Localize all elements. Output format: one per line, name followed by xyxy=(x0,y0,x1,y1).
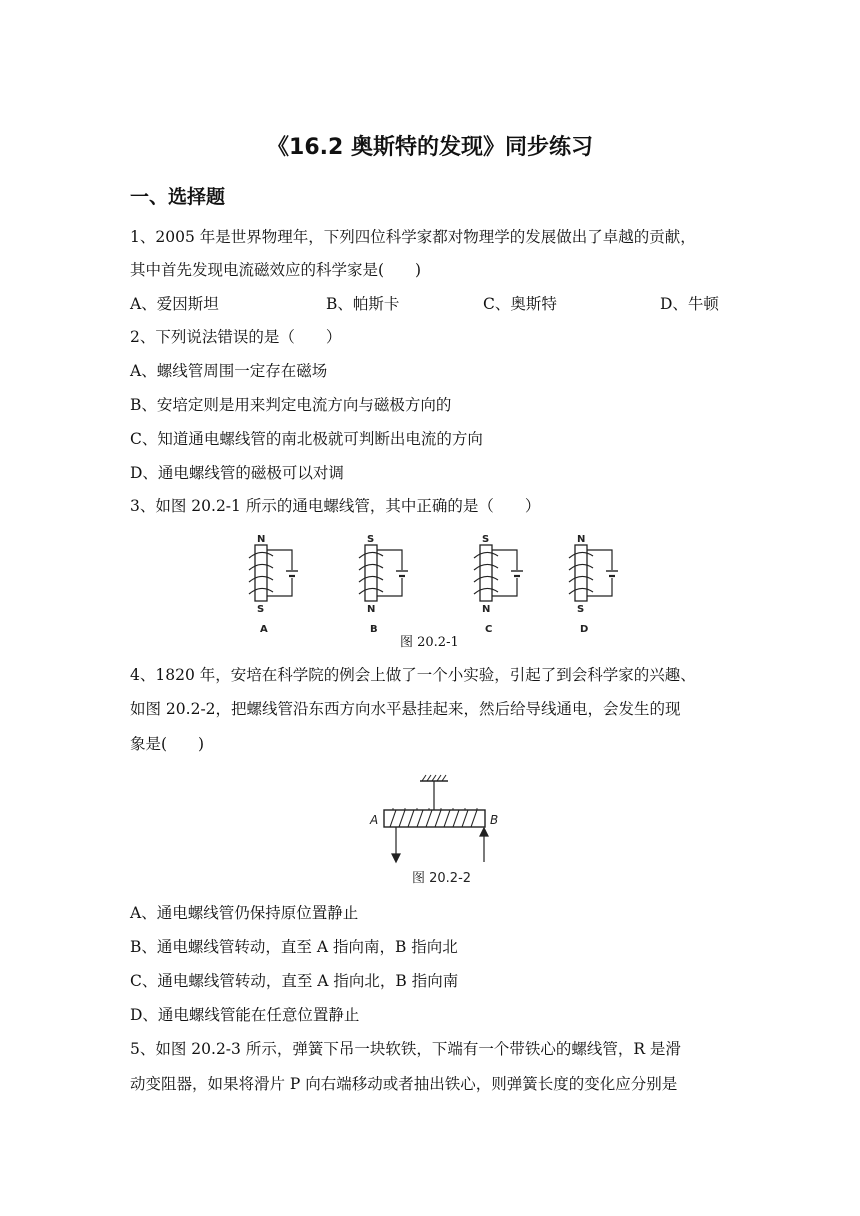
pole-label-top: S xyxy=(482,534,490,545)
figure-caption-20-2-1: 图 20.2-1 xyxy=(400,635,459,650)
q2-option-c: C、知道通电螺线管的南北极就可判断出电流的方向 xyxy=(130,430,483,448)
q1-option-d: D、牛顿 xyxy=(660,295,719,313)
solenoid-panel-b xyxy=(359,534,408,635)
page-title: 《16.2 奥斯特的发现》同步练习 xyxy=(267,135,593,160)
solenoid-panel-a xyxy=(249,534,298,635)
q4-stem-line2: 如图 20.2-2，把螺线管沿东西方向水平悬挂起来，然后给导线通电，会发生的现 xyxy=(130,700,681,718)
q5-stem-line1: 5、如图 20.2-3 所示，弹簧下吊一块软铁，下端有一个带铁心的螺线管，R 是滑 xyxy=(130,1040,681,1058)
panel-label: C xyxy=(485,624,493,635)
lead-wires xyxy=(392,827,488,862)
pole-label-top: N xyxy=(577,534,586,545)
pole-label-bottom: S xyxy=(577,604,585,615)
end-label-a: A xyxy=(370,813,379,827)
q4-option-c: C、通电螺线管转动，直至 A 指向北，B 指向南 xyxy=(130,972,459,990)
q4-stem-line1: 4、1820 年，安培在科学院的例会上做了一个小实验，引起了到会科学家的兴趣、 xyxy=(130,666,696,684)
pole-label-top: S xyxy=(367,534,375,545)
q2-option-d: D、通电螺线管的磁极可以对调 xyxy=(130,464,344,482)
ceiling-support xyxy=(420,775,448,810)
figure-caption-20-2-2: 图 20.2-2 xyxy=(412,871,472,886)
q4-option-a: A、通电螺线管仍保持原位置静止 xyxy=(130,904,359,922)
panel-label: D xyxy=(580,624,589,635)
pole-label-bottom: S xyxy=(257,604,265,615)
q5-stem-line2: 动变阻器，如果将滑片 P 向右端移动或者抽出铁心，则弹簧长度的变化应分别是 xyxy=(130,1075,678,1093)
pole-label-top: N xyxy=(257,534,266,545)
end-label-b: B xyxy=(490,813,499,827)
q1-option-a: A、爱因斯坦 xyxy=(130,295,219,313)
section-heading: 一、选择题 xyxy=(130,186,226,208)
q2-stem: 2、下列说法错误的是（ ） xyxy=(130,328,342,346)
q2-option-b: B、安培定则是用来判定电流方向与磁极方向的 xyxy=(130,396,452,414)
q4-option-d: D、通电螺线管能在任意位置静止 xyxy=(130,1006,360,1024)
q1-stem-line2: 其中首先发现电流磁效应的科学家是( ) xyxy=(130,261,422,279)
q2-option-a: A、螺线管周围一定存在磁场 xyxy=(130,362,328,380)
panel-label: B xyxy=(370,624,378,635)
q1-option-b: B、帕斯卡 xyxy=(326,295,400,313)
solenoid-panel-d xyxy=(569,534,618,635)
q1-stem-line1: 1、2005 年是世界物理年，下列四位科学家都对物理学的发展做出了卓越的贡献， xyxy=(130,228,696,246)
q4-stem-line3: 象是( ) xyxy=(130,735,205,753)
pole-label-bottom: N xyxy=(482,604,491,615)
solenoid-figure-20-2-1 xyxy=(230,528,630,636)
suspended-solenoid-figure-20-2-2 xyxy=(360,772,510,890)
q3-stem: 3、如图 20.2-1 所示的通电螺线管，其中正确的是（ ） xyxy=(130,497,541,515)
solenoid-body xyxy=(384,808,485,827)
q4-option-b: B、通电螺线管转动，直至 A 指向南，B 指向北 xyxy=(130,938,458,956)
q1-option-c: C、奥斯特 xyxy=(483,295,557,313)
solenoid-panel-c xyxy=(474,534,523,635)
pole-label-bottom: N xyxy=(367,604,376,615)
panel-label: A xyxy=(260,624,268,635)
